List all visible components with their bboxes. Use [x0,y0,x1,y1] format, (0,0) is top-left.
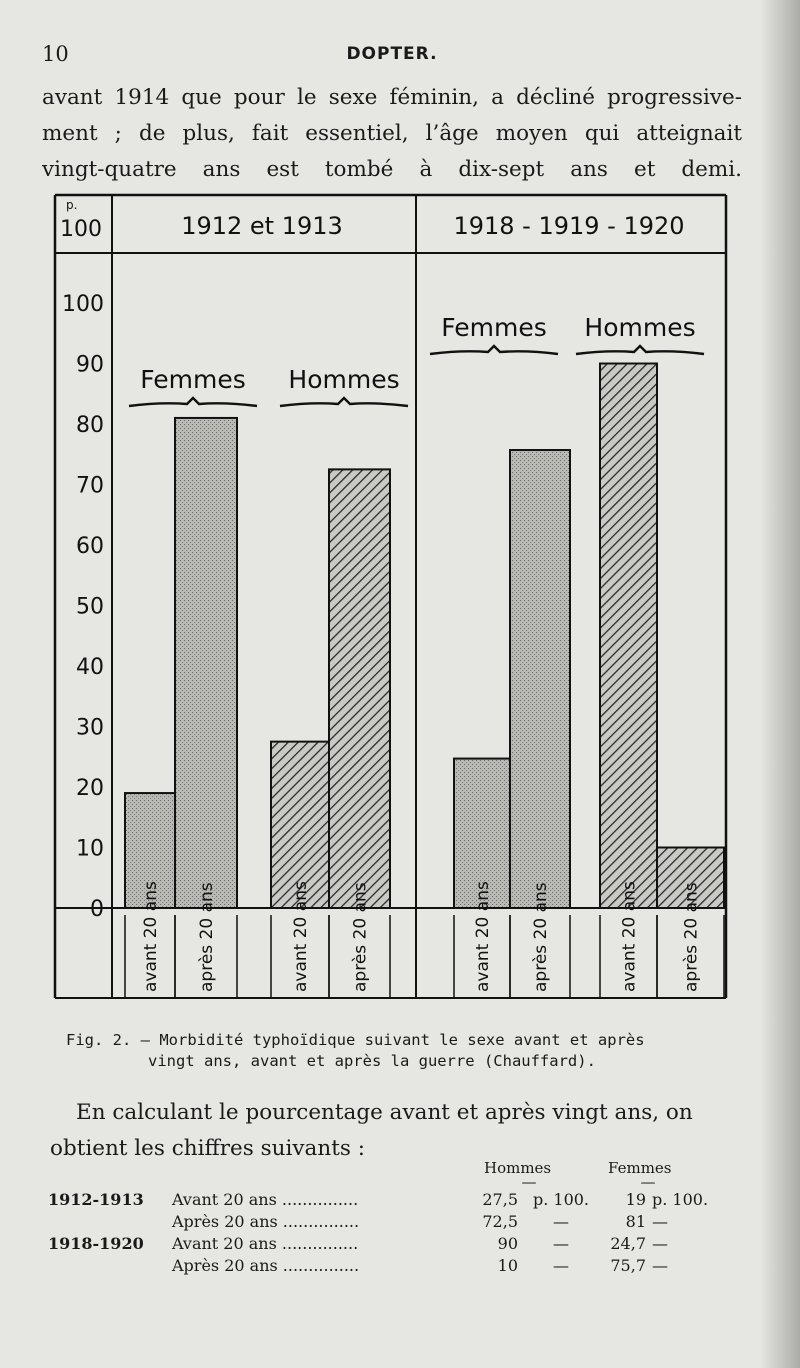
group-brace [576,346,704,354]
row-hommes-unit: — [553,1211,569,1231]
page-number: 10 [42,42,69,66]
category-label: avant 20 ans [473,881,493,992]
paragraph-line: En calculant le pourcentage avant et après vingt ans, on [76,1100,693,1125]
caption-line: vingt ans, avant et après la guerre (Chauffard). [148,1052,596,1070]
y-tick-label: 20 [76,776,104,801]
category-label: avant 20 ans [141,881,161,992]
row-year [48,1210,172,1232]
row-femmes-value: 75,7 [610,1255,646,1275]
y-tick-label: 60 [76,534,104,559]
y-unit-value: 100 [60,217,102,242]
sex-group-label: Hommes [584,313,696,342]
period-headers [181,212,684,240]
row-year: 1918-1920 [48,1233,144,1253]
category-label: après 20 ans [681,882,702,992]
row-hommes-value: 90 [497,1233,518,1253]
table-row [48,1254,712,1276]
row-femmes-unit: — [652,1233,668,1253]
row-condition: Avant 20 ans ............... [172,1189,359,1209]
stats-table [48,1158,712,1276]
y-tick-label: 70 [76,473,104,499]
bar [175,418,237,908]
row-hommes-value: 10 [497,1255,518,1275]
table-row [48,1188,712,1210]
stats-header-row: Hommes — Femmes — [484,1159,672,1191]
row-femmes-unit: p. 100. [652,1189,709,1209]
bar [510,450,570,908]
caption-line: Fig. 2. — Morbidité typhoïdique suivant le sexe avant et après [66,1031,645,1049]
sex-group-label: Femmes [441,313,547,342]
category-label: après 20 ans [197,882,217,992]
period-label: 1918 - 1919 - 1920 [453,212,685,240]
y-tick-label: 80 [76,413,104,438]
group-brace [280,398,408,406]
y-tick-label: 90 [76,352,104,378]
category-label: avant 20 ans [291,881,311,992]
row-hommes-unit: — [553,1255,569,1275]
table-row [48,1210,712,1232]
bar [600,364,657,909]
row-hommes-value: 27,5 [482,1189,518,1209]
y-tick-label: 40 [76,655,104,680]
row-femmes-unit: — [652,1255,668,1275]
y-tick-label: 100 [62,292,104,317]
row-femmes-value: 19 [625,1189,646,1209]
period-label: 1912 et 1913 [181,212,343,240]
row-condition: Après 20 ans ............... [172,1211,360,1231]
y-unit-label: p. [66,198,78,212]
y-tick-label: 50 [76,594,104,620]
y-tick-label: 10 [76,836,104,862]
row-hommes-unit: p. 100. [532,1189,590,1209]
row-femmes-value: 24,7 [610,1233,646,1253]
col-header-femmes: Femmes [608,1159,672,1177]
y-axis [60,198,104,922]
bar [329,469,390,908]
bars [125,364,724,909]
intro-line: avant 1914 que pour le sexe féminin, a décliné progressive- [42,85,742,110]
category-label: avant 20 ans [619,881,640,992]
row-year: 1912-1913 [48,1189,144,1209]
running-head: DOPTER. [346,44,438,64]
group-brace [129,398,257,406]
row-hommes-value: 72,5 [482,1211,518,1231]
sex-group-label: Femmes [140,365,246,394]
intro-line: vingt-quatre ans est tombé à dix-sept ans et demi. [42,157,742,182]
row-condition: Avant 20 ans ............... [172,1233,359,1253]
figure-caption [66,1030,746,1072]
row-femmes-value: 81 [625,1211,646,1231]
group-brace [430,346,558,354]
col-header-hommes: Hommes [484,1159,552,1177]
row-femmes-unit: — [652,1211,668,1231]
paragraph [50,1095,750,1167]
category-label: après 20 ans [350,882,371,992]
row-year [48,1254,172,1276]
sex-group-label: Hommes [288,365,400,394]
paragraph-line: obtient les chiffres suivants : [50,1136,365,1161]
row-condition: Après 20 ans ............... [172,1255,360,1275]
intro-line: ment ; de plus, fait essentiel, l’âge moyen qui atteignait [42,121,742,146]
y-tick-label: 0 [90,897,104,922]
category-label: après 20 ans [531,882,551,992]
table-row [48,1232,712,1254]
category-labels [125,881,724,998]
row-hommes-unit: — [553,1233,569,1253]
y-tick-label: 30 [76,715,104,741]
